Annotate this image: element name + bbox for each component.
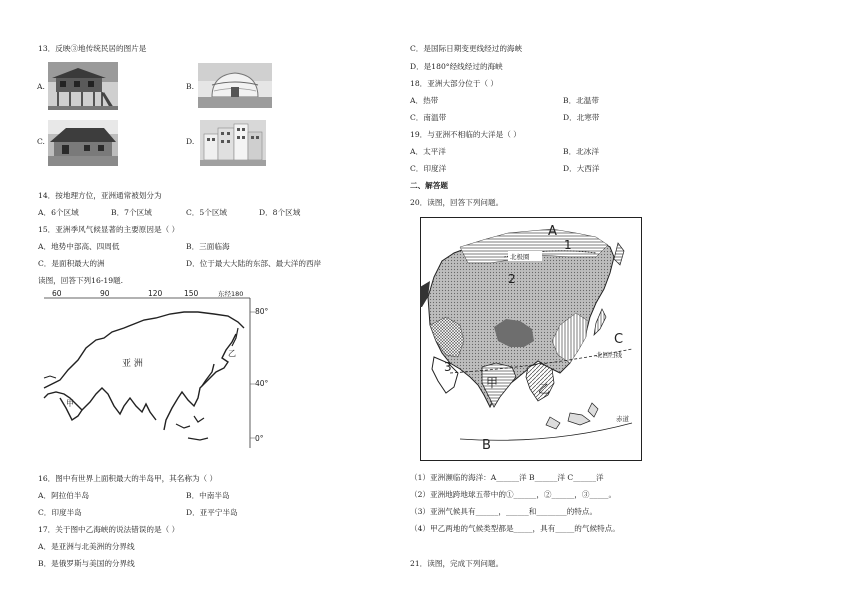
q18-option-d[interactable]: D．北寒带 xyxy=(563,113,600,122)
q18-stem: 18．亚洲大部分位于（ ） xyxy=(410,79,499,88)
map1-continent-label: 亚 洲 xyxy=(122,359,143,369)
q20-sub-2: （2）亚洲地跨地球五带中的①______，②______，③_____。 xyxy=(410,490,617,499)
photo-yurt xyxy=(198,63,272,108)
map1-yi-label: 乙 xyxy=(228,349,236,358)
q15-stem: 15．亚洲季风气候显著的主要原因是（ ） xyxy=(38,225,180,234)
q14-option-c[interactable]: C．5个区域 xyxy=(186,208,228,217)
q13-option-a[interactable]: A. xyxy=(37,82,45,91)
map2-yi-label: 乙 xyxy=(538,382,551,396)
photo-thatched-house xyxy=(48,120,118,166)
map2-jia-label: 甲 xyxy=(486,376,499,390)
q17-option-b[interactable]: B．是俄罗斯与美国的分界线 xyxy=(38,559,135,568)
map2-tropic-cancer-label: 北回归线 xyxy=(596,351,622,359)
q14-option-d[interactable]: D．8个区域 xyxy=(259,208,301,217)
asia-outline-map xyxy=(38,288,270,454)
map1-lon-90: 90 xyxy=(100,289,110,298)
q14-option-a[interactable]: A．6个区域 xyxy=(38,208,79,217)
q17-option-a[interactable]: A．是亚洲与北美洲的分界线 xyxy=(38,542,135,551)
map2-ocean-a-label: A xyxy=(548,224,557,239)
q15-option-c[interactable]: C．是面积最大的洲 xyxy=(38,259,105,268)
map2-zone-1-label: 1 xyxy=(564,238,572,252)
map2-equator-label: 赤道 xyxy=(616,415,629,423)
q15-option-b[interactable]: B．三面临海 xyxy=(186,242,230,251)
q18-option-b[interactable]: B．北温带 xyxy=(563,96,599,105)
q19-stem: 19．与亚洲不相临的大洋是（ ） xyxy=(410,130,521,139)
q16-option-d[interactable]: D．亚平宁半岛 xyxy=(186,508,238,517)
map2-arctic-circle-label: 北极圈 xyxy=(510,253,530,261)
q13-option-c[interactable]: C. xyxy=(37,137,45,146)
q13-stem: 13．反映③地传统民居的图片是 xyxy=(38,44,147,53)
q19-option-a[interactable]: A．太平洋 xyxy=(410,147,446,156)
q19-option-d[interactable]: D．大西洋 xyxy=(563,164,600,173)
q17-stem: 17．关于图中乙海峡的说法错误的是（ ） xyxy=(38,525,180,534)
map1-lat-0: 0° xyxy=(255,434,264,443)
q15-option-a[interactable]: A．地势中部高、四周低 xyxy=(38,242,120,251)
q13-option-d[interactable]: D. xyxy=(186,137,195,146)
q19-option-b[interactable]: B．北冰洋 xyxy=(563,147,599,156)
q20-stem: 20．读图，回答下列问题。 xyxy=(410,198,504,207)
q18-option-a[interactable]: A．热带 xyxy=(410,96,439,105)
map1-lat-80: 80° xyxy=(255,307,269,316)
asia-climate-map xyxy=(420,217,642,461)
map2-zone-3-label: 3 xyxy=(444,360,452,374)
map2-ocean-b-label: B xyxy=(482,438,491,453)
q17-option-d[interactable]: D．是180°经线经过的海峡 xyxy=(410,62,503,71)
q17-option-c[interactable]: C．是国际日期变更线经过的海峡 xyxy=(410,44,523,53)
q15-option-d[interactable]: D．位于最大大陆的东部、最大洋的西岸 xyxy=(186,259,322,268)
q16-option-b[interactable]: B．中南半岛 xyxy=(186,491,230,500)
map1-jia-label: 甲 xyxy=(66,399,74,408)
intro-16-19: 读图，回答下列16-19题. xyxy=(38,276,124,285)
q14-option-b[interactable]: B．7个区域 xyxy=(111,208,152,217)
q19-option-c[interactable]: C．印度洋 xyxy=(410,164,447,173)
q16-option-c[interactable]: C．印度半岛 xyxy=(38,508,82,517)
map2-zone-2-label: 2 xyxy=(508,272,516,286)
q14-stem: 14．按地理方位，亚洲通常被划分为 xyxy=(38,191,162,200)
photo-flat-roof-houses xyxy=(200,120,266,166)
q16-option-a[interactable]: A．阿拉伯半岛 xyxy=(38,491,90,500)
q16-stem: 16．图中有世界上面积最大的半岛甲，其名称为（ ） xyxy=(38,474,218,483)
map2-ocean-c-label: C xyxy=(614,332,624,347)
q20-sub-1: （1）亚洲濒临的海洋：A______洋 B______洋 C______洋 xyxy=(410,473,604,482)
q20-sub-3: （3）亚洲气候具有______，______和________的特点。 xyxy=(410,507,598,516)
photo-stilt-house xyxy=(48,62,118,110)
map1-lat-40: 40° xyxy=(255,379,269,388)
q13-option-b[interactable]: B. xyxy=(186,82,194,91)
section-heading-answer: 二、解答题 xyxy=(410,181,448,190)
q20-sub-4: （4）甲乙两地的气候类型都是_____，具有_____的气候特点。 xyxy=(410,524,620,533)
map1-lon-180: 东经180 xyxy=(218,290,244,298)
q21-stem: 21．读图，完成下列问题。 xyxy=(410,559,504,568)
map1-lon-120: 120 xyxy=(148,289,163,298)
map1-lon-150: 150 xyxy=(184,289,199,298)
map1-lon-60: 60 xyxy=(52,289,62,298)
q18-option-c[interactable]: C．南温带 xyxy=(410,113,447,122)
